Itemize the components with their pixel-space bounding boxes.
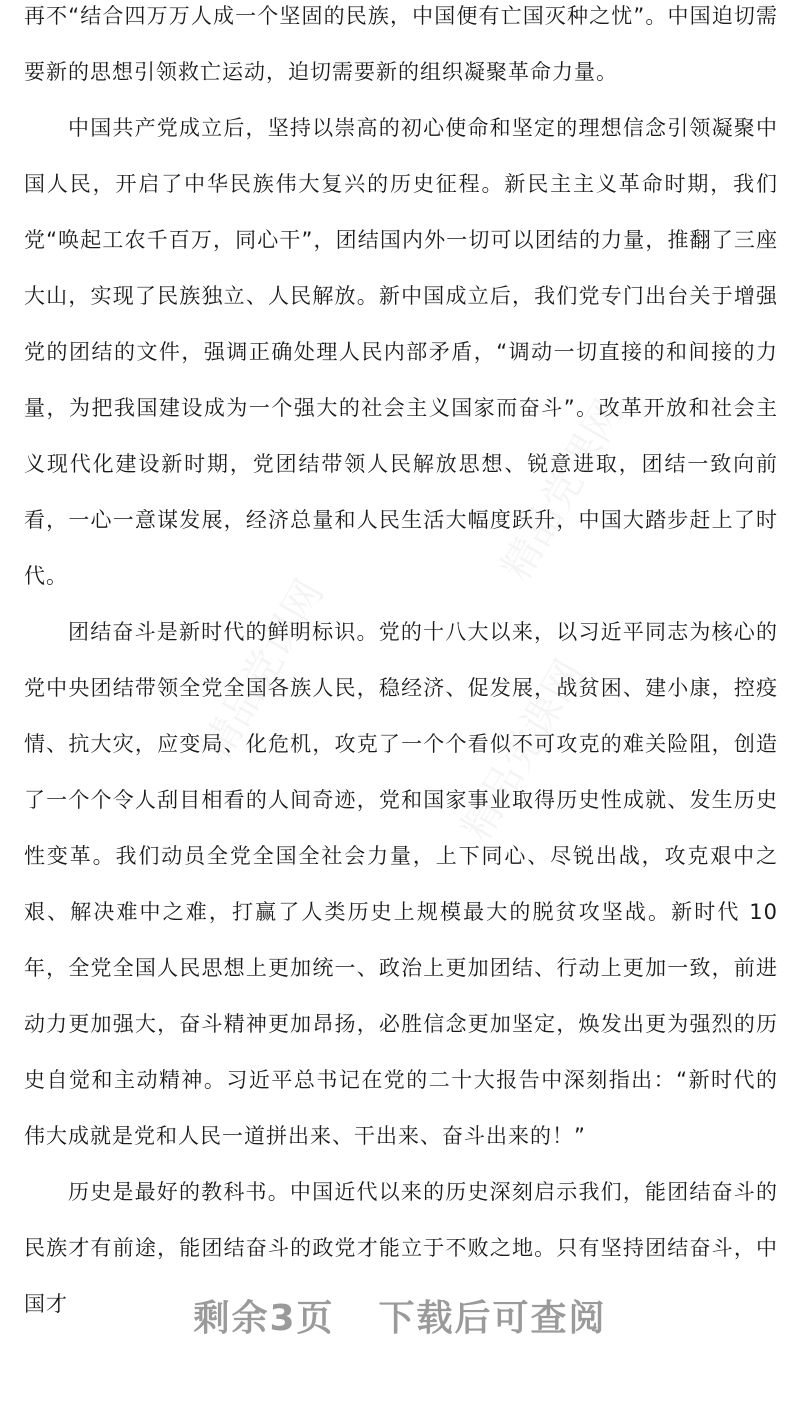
paragraph-4: 历史是最好的教科书。中国近代以来的历史深刻启示我们，能团结奋斗的民族才有前途，能团结奋斗的政党才能立于不败之地。只有坚持团结奋斗，中国才 bbox=[24, 1180, 778, 1316]
document-body bbox=[24, 0, 778, 1316]
paragraph-2: 中国共产党成立后，坚持以崇高的初心使命和坚定的理想信念引领凝聚中国人民，开启了中华民族伟大复兴的历史征程。新民主主义革命时期，我们党“唤起工农千百万，同心干”，团结国内外一切可以团结的力量，推翻了三座大山，实现了民族独立、人民解放。新中国成立后，我们党专门出台关于增强党的团结的文件，强调正确处理人民内部矛盾，“调动一切直接的和间接的力量，为把我国建设成为一个强大的社会主义国家而奋斗”。改革开放和社会主义现代化建设新时期，党团结带领人民解放思想、锐意进取，团结一致向前看，一心一意谋发展，经济总量和人民生活大幅度跃升，中国大踏步赶上了时代。 bbox=[24, 116, 778, 588]
paragraph-1: 再不“结合四万万人成一个坚固的民族，中国便有亡国灭种之忧”。中国迫切需要新的思想引领救亡运动，迫切需要新的组织凝聚革命力量。 bbox=[24, 4, 778, 84]
paragraph-3: 团结奋斗是新时代的鲜明标识。党的十八大以来，以习近平同志为核心的党中央团结带领全党全国各族人民，稳经济、促发展，战贫困、建小康，控疫情、抗大灾，应变局、化危机，攻克了一个个看似不可攻克的难关险阻，创造了一个个令人刮目相看的人间奇迹，党和国家事业取得历史性成就、发生历史性变革。我们动员全党全国全社会力量，上下同心、尽锐出战，攻克艰中之艰、解决难中之难，打赢了人类历史上规模最大的脱贫攻坚战。新时代 10 年，全党全国人民思想上更加统一、政治上更加团结、行动上更加一致，前进动力更加强大，奋斗精神更加昂扬，必胜信念更加坚定，焕发出更为强烈的历史自觉和主动精神。习近平总书记在党的二十大报告中深刻指出：“新时代的伟大成就是党和人民一道拼出来、干出来、奋斗出来的！” bbox=[24, 620, 778, 1148]
download-prompt[interactable] bbox=[0, 1290, 800, 1341]
watermark: 精品党课网 bbox=[453, 652, 593, 849]
watermark: 精品党课网 bbox=[193, 572, 333, 769]
remaining-pages-label: 剩余3页 bbox=[193, 1298, 335, 1339]
watermark: 精品党课网 bbox=[493, 392, 633, 589]
download-to-view-label: 下载后可查阅 bbox=[378, 1298, 607, 1339]
